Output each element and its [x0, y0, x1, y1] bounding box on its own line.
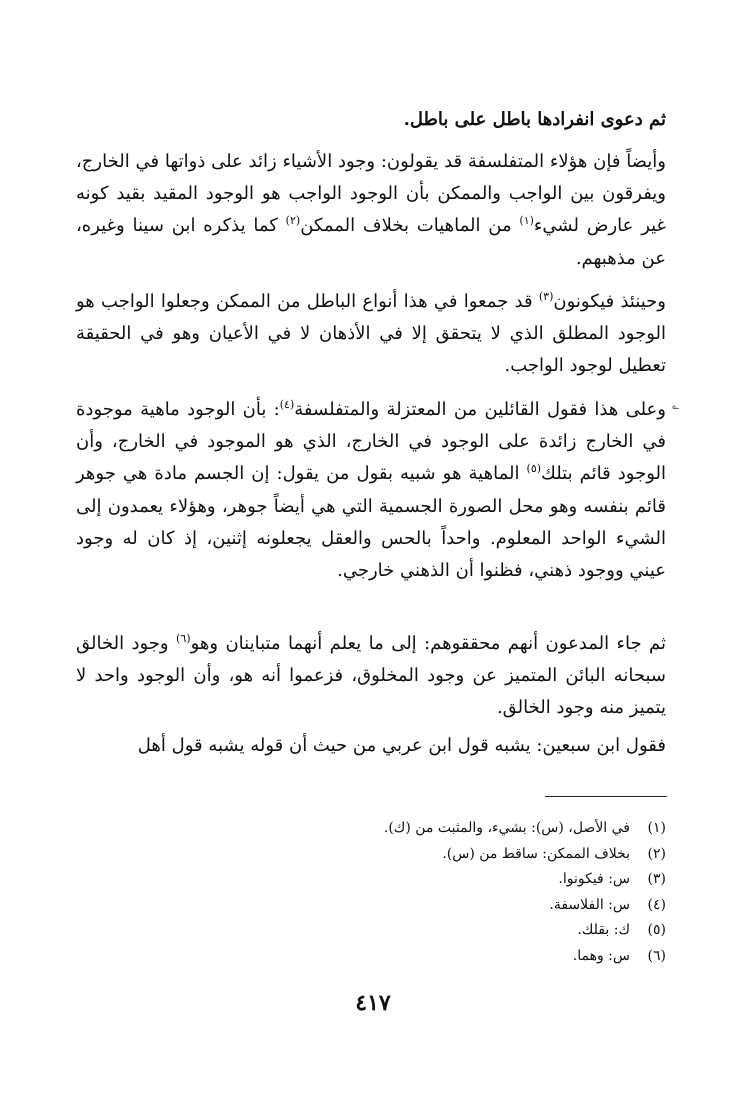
footnotes-list: [236, 816, 666, 970]
footnote-text: في الأصل، (س): بشيء، والمثبت من (ك).: [383, 820, 630, 836]
footnote-item: [236, 944, 666, 970]
page-number: ٤١٧: [355, 990, 391, 1016]
footnote-ref-2[interactable]: (٢): [285, 214, 301, 228]
footnote-text: بخلاف الممكن: ساقط من (س).: [442, 845, 630, 862]
footnote-number: (٦): [647, 947, 666, 964]
paragraph-6: فقول ابن سبعين: يشبه قول ابن عربي من حيث أن قوله يشبه قول أهل: [137, 735, 666, 756]
footnote-number: (٥): [647, 922, 666, 939]
footnote-item: [236, 893, 666, 919]
footnote-text: س: الفلاسفة.: [549, 896, 630, 913]
footnote-ref-4[interactable]: (٤): [279, 398, 295, 411]
footnote-number: (٢): [647, 845, 666, 862]
footnote-text: س: فيكونوا.: [558, 871, 630, 888]
footnote-item: [236, 867, 666, 893]
footnote-text: ك: بقلك.: [577, 922, 630, 939]
paragraph-3: وحينئذ فيكونون$^{(٣)}$ قد جمعوا في هذا أنواع الباطل من الممكن وجعلوا الواجب هو الوجود المطلق الذي لا يتحقق إلا في الأذهان لا في الأعيان وهو في الحقيقة تعطيل لوجود الواجب.: [76, 290, 667, 377]
footnote-number: (٤): [647, 896, 666, 913]
footnote-number: (٣): [647, 871, 666, 888]
paragraph-5: ثم جاء المدعون أنهم محققوهم: إلى ما يعلم أنهما متباينان وهو$^{(٦)}$ وجود الخالق سبحانه البائن المتميز عن وجود المخلوق، فزعموا أنه هو، وأن الوجود واحد لا يتميز منه وجود الخالق.: [76, 632, 666, 719]
footnote-ref-6[interactable]: (٦): [176, 632, 191, 645]
footnote-separator: [545, 796, 667, 797]
footnote-ref-1[interactable]: (١): [519, 214, 534, 228]
footnote-ref-5[interactable]: (٥): [526, 462, 542, 476]
footnote-item: [236, 842, 666, 868]
footnote-ref-3[interactable]: (٣): [538, 290, 554, 303]
paragraph-4: وعلى هذا فقول القائلين من المعتزلة والمتفلسفة$^{(٤)}$: بأن الوجود ماهية موجودة في الخارج زائدة على الوجود في الخارج، الذي هو الموجود في الخارج، وأن الوجود قائم بتلك$^{(٥)}$ الماهية هو شبيه بقول من يقول: إن الجسم مادة هي جوهر قائم بنفسه وهو محل الصورة الجسمية التي هي أيضاً جوهر، وهؤلاء يعمدون إلى الشيء الواحد المعلوم. واحداً بالحس والعقل يجعلونه إثنين، إذ كان له وجود عيني ووجود ذهني، فظنوا أن الذهني خارجي.: [76, 398, 666, 582]
margin-mark: ؎: [672, 398, 680, 412]
footnote-number: (١): [647, 820, 666, 836]
paragraph-1: ثم دعوى انفرادها باطل على باطل.: [403, 109, 666, 130]
footnote-item: [236, 816, 666, 842]
paragraph-2: وأيضاً فإن هؤلاء المتفلسفة قد يقولون: وجود الأشياء زائد على ذواتها في الخارج، ويفرقون بين الواجب والممكن بأن الوجود الواجب هو الوجود المقيد بقيد كونه غير عارض لشيء$^{(١)}$ من الماهيات بخلاف الممكن$^{(٢)}$ كما يذكره ابن سينا وغيره، عن مذهبهم.: [76, 151, 666, 269]
footnote-text: س: وهما.: [572, 947, 630, 964]
footnote-item: [236, 918, 666, 944]
